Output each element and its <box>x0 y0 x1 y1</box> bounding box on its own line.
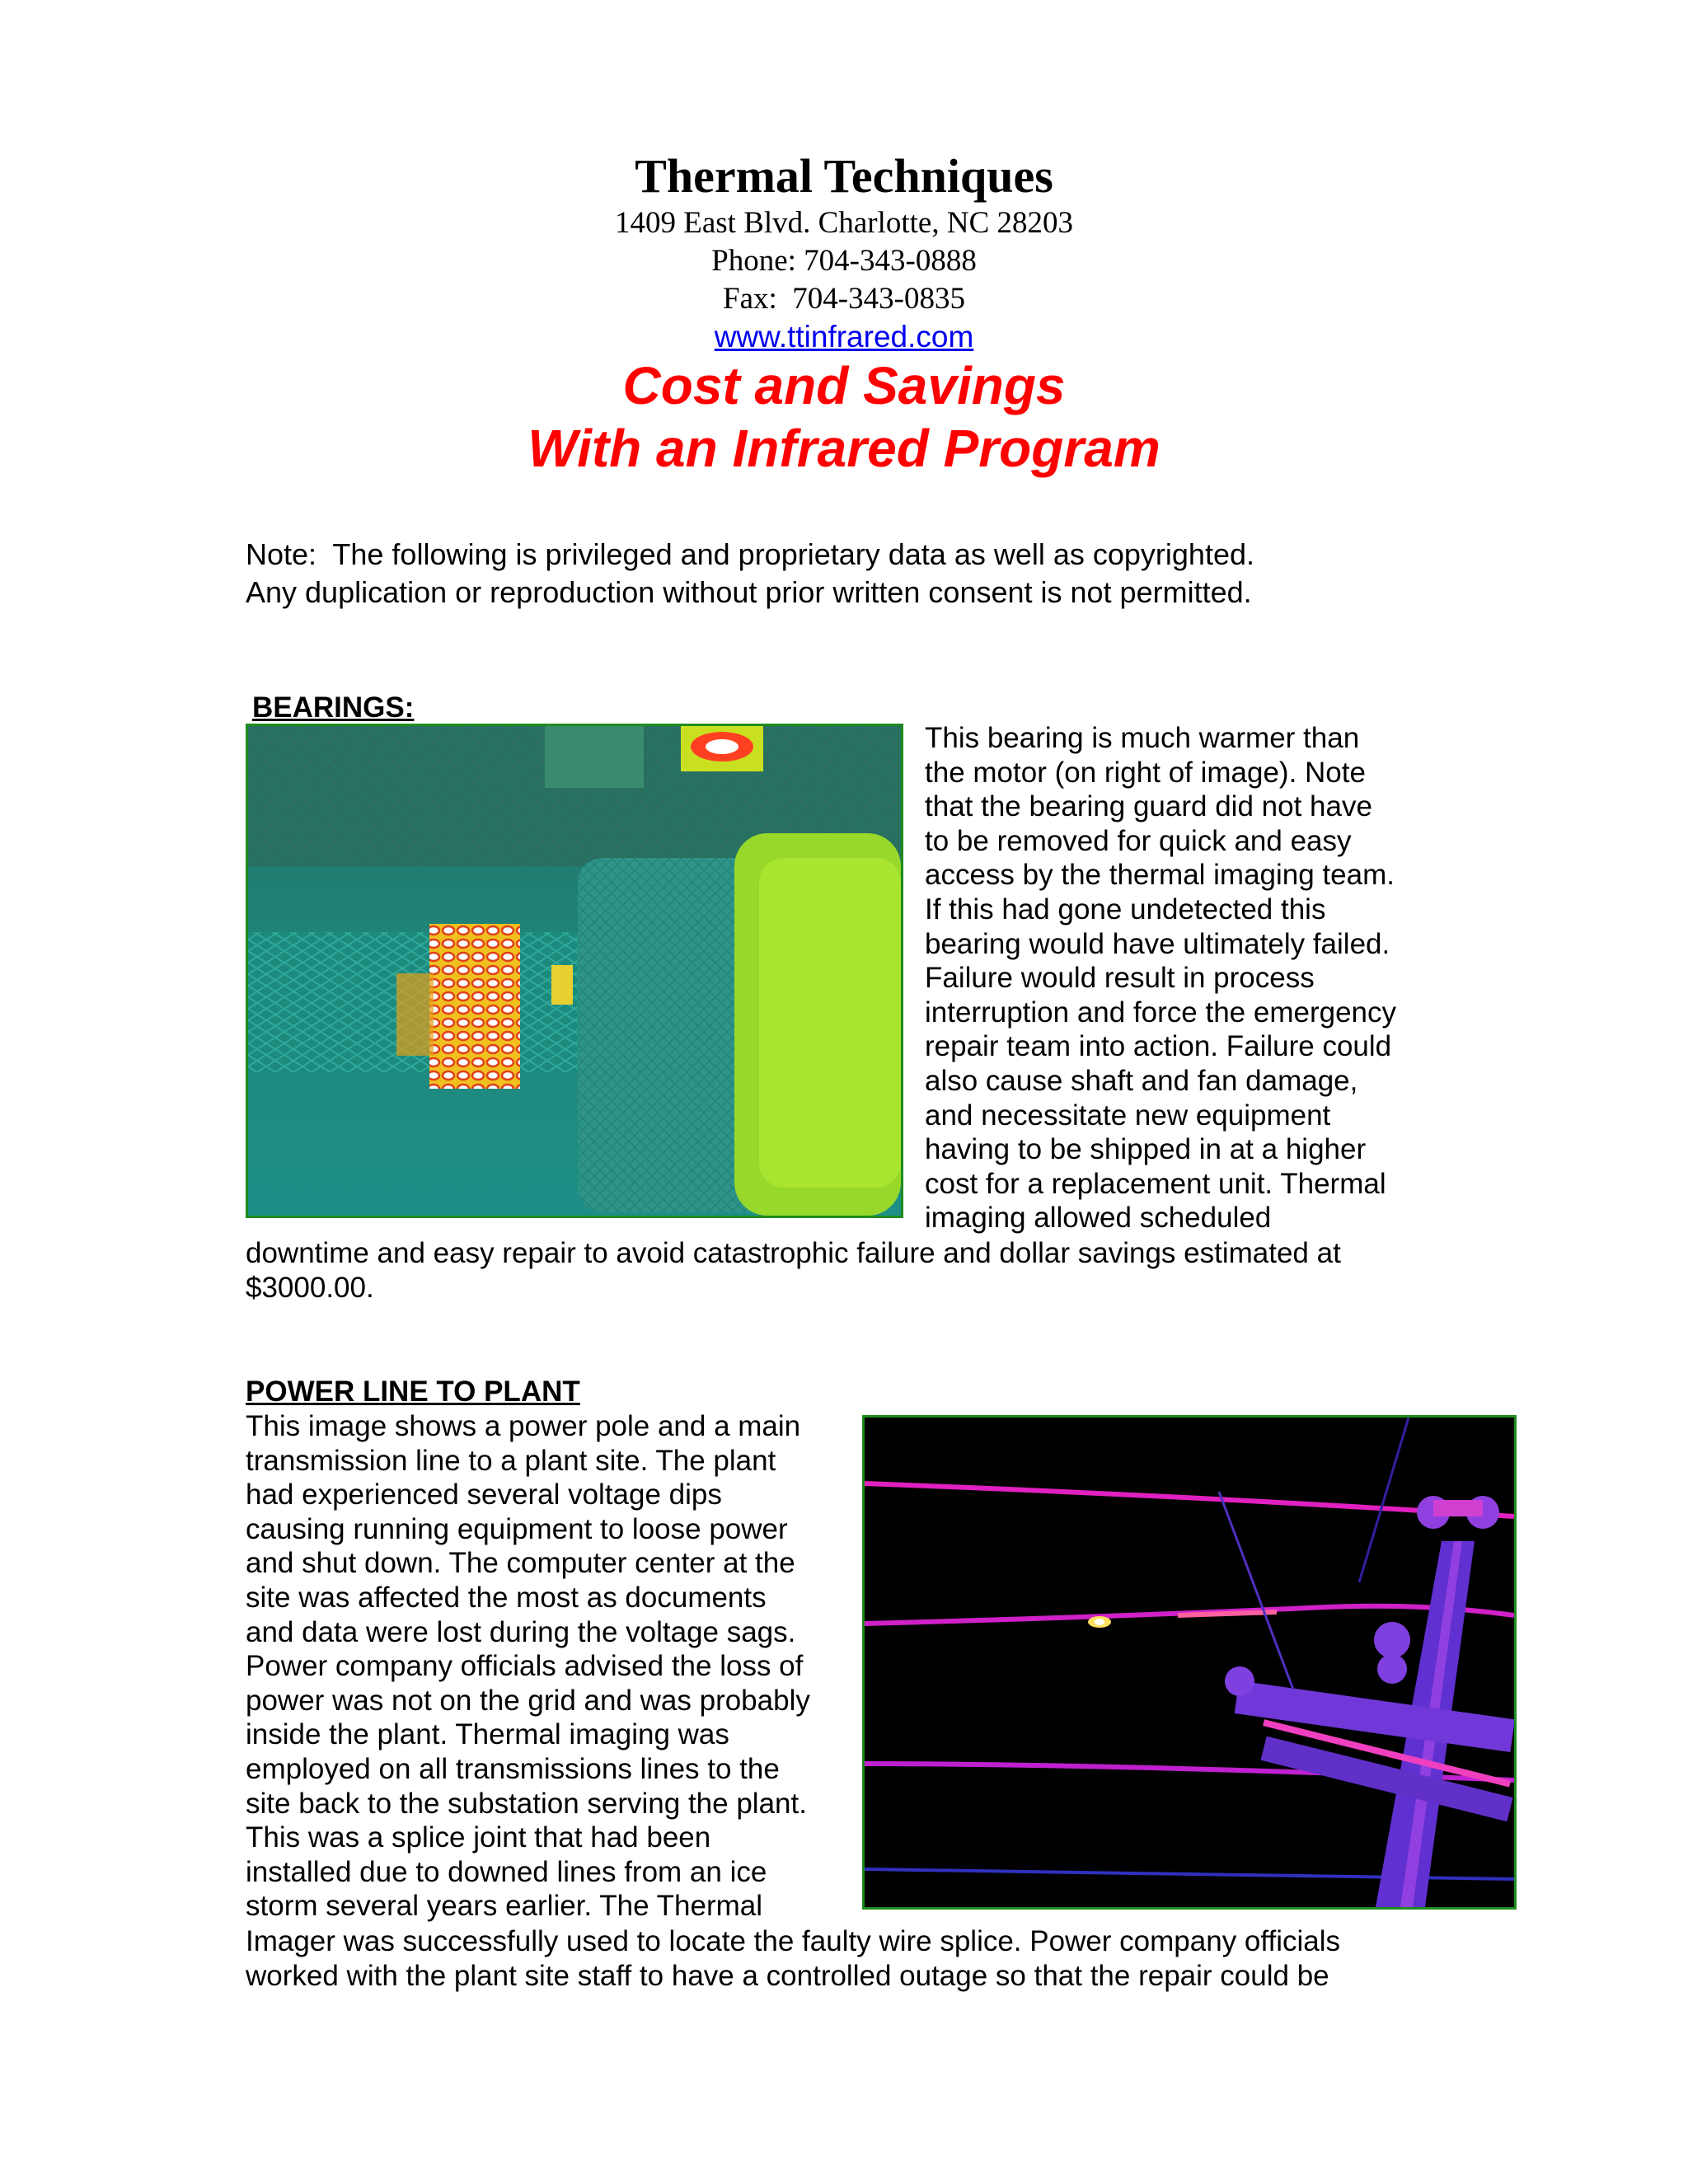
note-line-1: Note: The following is privileged and proprietary data as well as copyrighted. <box>246 537 1254 571</box>
text-line: repair team into action. Failure could <box>925 1030 1392 1063</box>
text-line: having to be shipped in at a higher <box>925 1133 1367 1166</box>
text-line: site was affected the most as documents <box>246 1581 767 1614</box>
title-line-2: With an Infrared Program <box>528 419 1160 478</box>
text-line: that the bearing guard did not have <box>925 790 1372 823</box>
text-line: the motor (on right of image). Note <box>925 756 1366 789</box>
company-address: 1409 East Blvd. Charlotte, NC 28203 <box>615 206 1073 240</box>
text-line: worked with the plant site staff to have a controlled outage so that the repair could be <box>246 1959 1329 1992</box>
text-line: interruption and force the emergency <box>925 996 1396 1029</box>
company-name: Thermal Techniques <box>635 149 1053 203</box>
bearings-full-text <box>246 1236 1531 1305</box>
text-line: and necessitate new equipment <box>925 1099 1331 1132</box>
bearing-thermal-image <box>246 724 903 1218</box>
text-line: power was not on the grid and was probably <box>246 1684 810 1717</box>
text-line: cost for a replacement unit. Thermal <box>925 1167 1386 1200</box>
website-link[interactable]: www.ttinfrared.com <box>714 320 974 354</box>
letterhead <box>0 148 1688 356</box>
text-line: to be removed for quick and easy <box>925 824 1352 857</box>
text-line: inside the plant. Thermal imaging was <box>246 1718 729 1751</box>
text-line: transmission line to a plant site. The plant <box>246 1444 776 1477</box>
bearings-heading-colon: : <box>404 691 415 724</box>
text-line: This was a splice joint that had been <box>246 1821 711 1854</box>
power-line-full-text <box>246 1924 1531 1993</box>
power-line-side-text <box>246 1409 856 1924</box>
bearings-heading-text: BEARINGS <box>252 691 405 724</box>
text-line: If this had gone undetected this <box>925 893 1326 926</box>
note-line-2: Any duplication or reproduction without prior written consent is not permitted. <box>246 575 1252 609</box>
text-line: Power company officials advised the loss of <box>246 1650 804 1683</box>
text-line: and data were lost during the voltage sags. <box>246 1615 796 1648</box>
power-line-thermal-image <box>862 1415 1517 1910</box>
text-line: $3000.00. <box>246 1271 374 1304</box>
text-line: had experienced several voltage dips <box>246 1479 722 1511</box>
text-line: access by the thermal imaging team. <box>925 859 1395 892</box>
text-line: and shut down. The computer center at the <box>246 1547 795 1580</box>
copyright-note <box>246 536 1482 612</box>
text-line: downtime and easy repair to avoid catastrophic failure and dollar savings estimated at <box>246 1237 1341 1269</box>
bearings-heading <box>252 691 414 725</box>
text-line: storm several years earlier. The Thermal <box>246 1890 762 1923</box>
title-line-1: Cost and Savings <box>622 356 1066 415</box>
text-line: Failure would result in process <box>925 962 1315 995</box>
text-line: This image shows a power pole and a main <box>246 1410 801 1442</box>
text-line: employed on all transmissions lines to the <box>246 1752 780 1785</box>
text-line: causing running equipment to loose power <box>246 1512 788 1545</box>
bearings-side-text <box>925 721 1502 1235</box>
text-line: installed due to downed lines from an ice <box>246 1855 767 1888</box>
text-line: site back to the substation serving the plant. <box>246 1787 807 1820</box>
company-phone: Phone: 704-343-0888 <box>711 244 977 278</box>
document-title <box>0 354 1688 480</box>
text-line: bearing would have ultimately failed. <box>925 927 1390 960</box>
text-line: imaging allowed scheduled <box>925 1202 1272 1235</box>
text-line: This bearing is much warmer than <box>925 722 1360 754</box>
company-fax: Fax: 704-343-0835 <box>723 282 965 316</box>
power-line-heading: POWER LINE TO PLANT <box>246 1376 580 1408</box>
text-line: also cause shaft and fan damage, <box>925 1064 1358 1097</box>
text-line: Imager was successfully used to locate the faulty wire splice. Power company officials <box>246 1925 1341 1957</box>
